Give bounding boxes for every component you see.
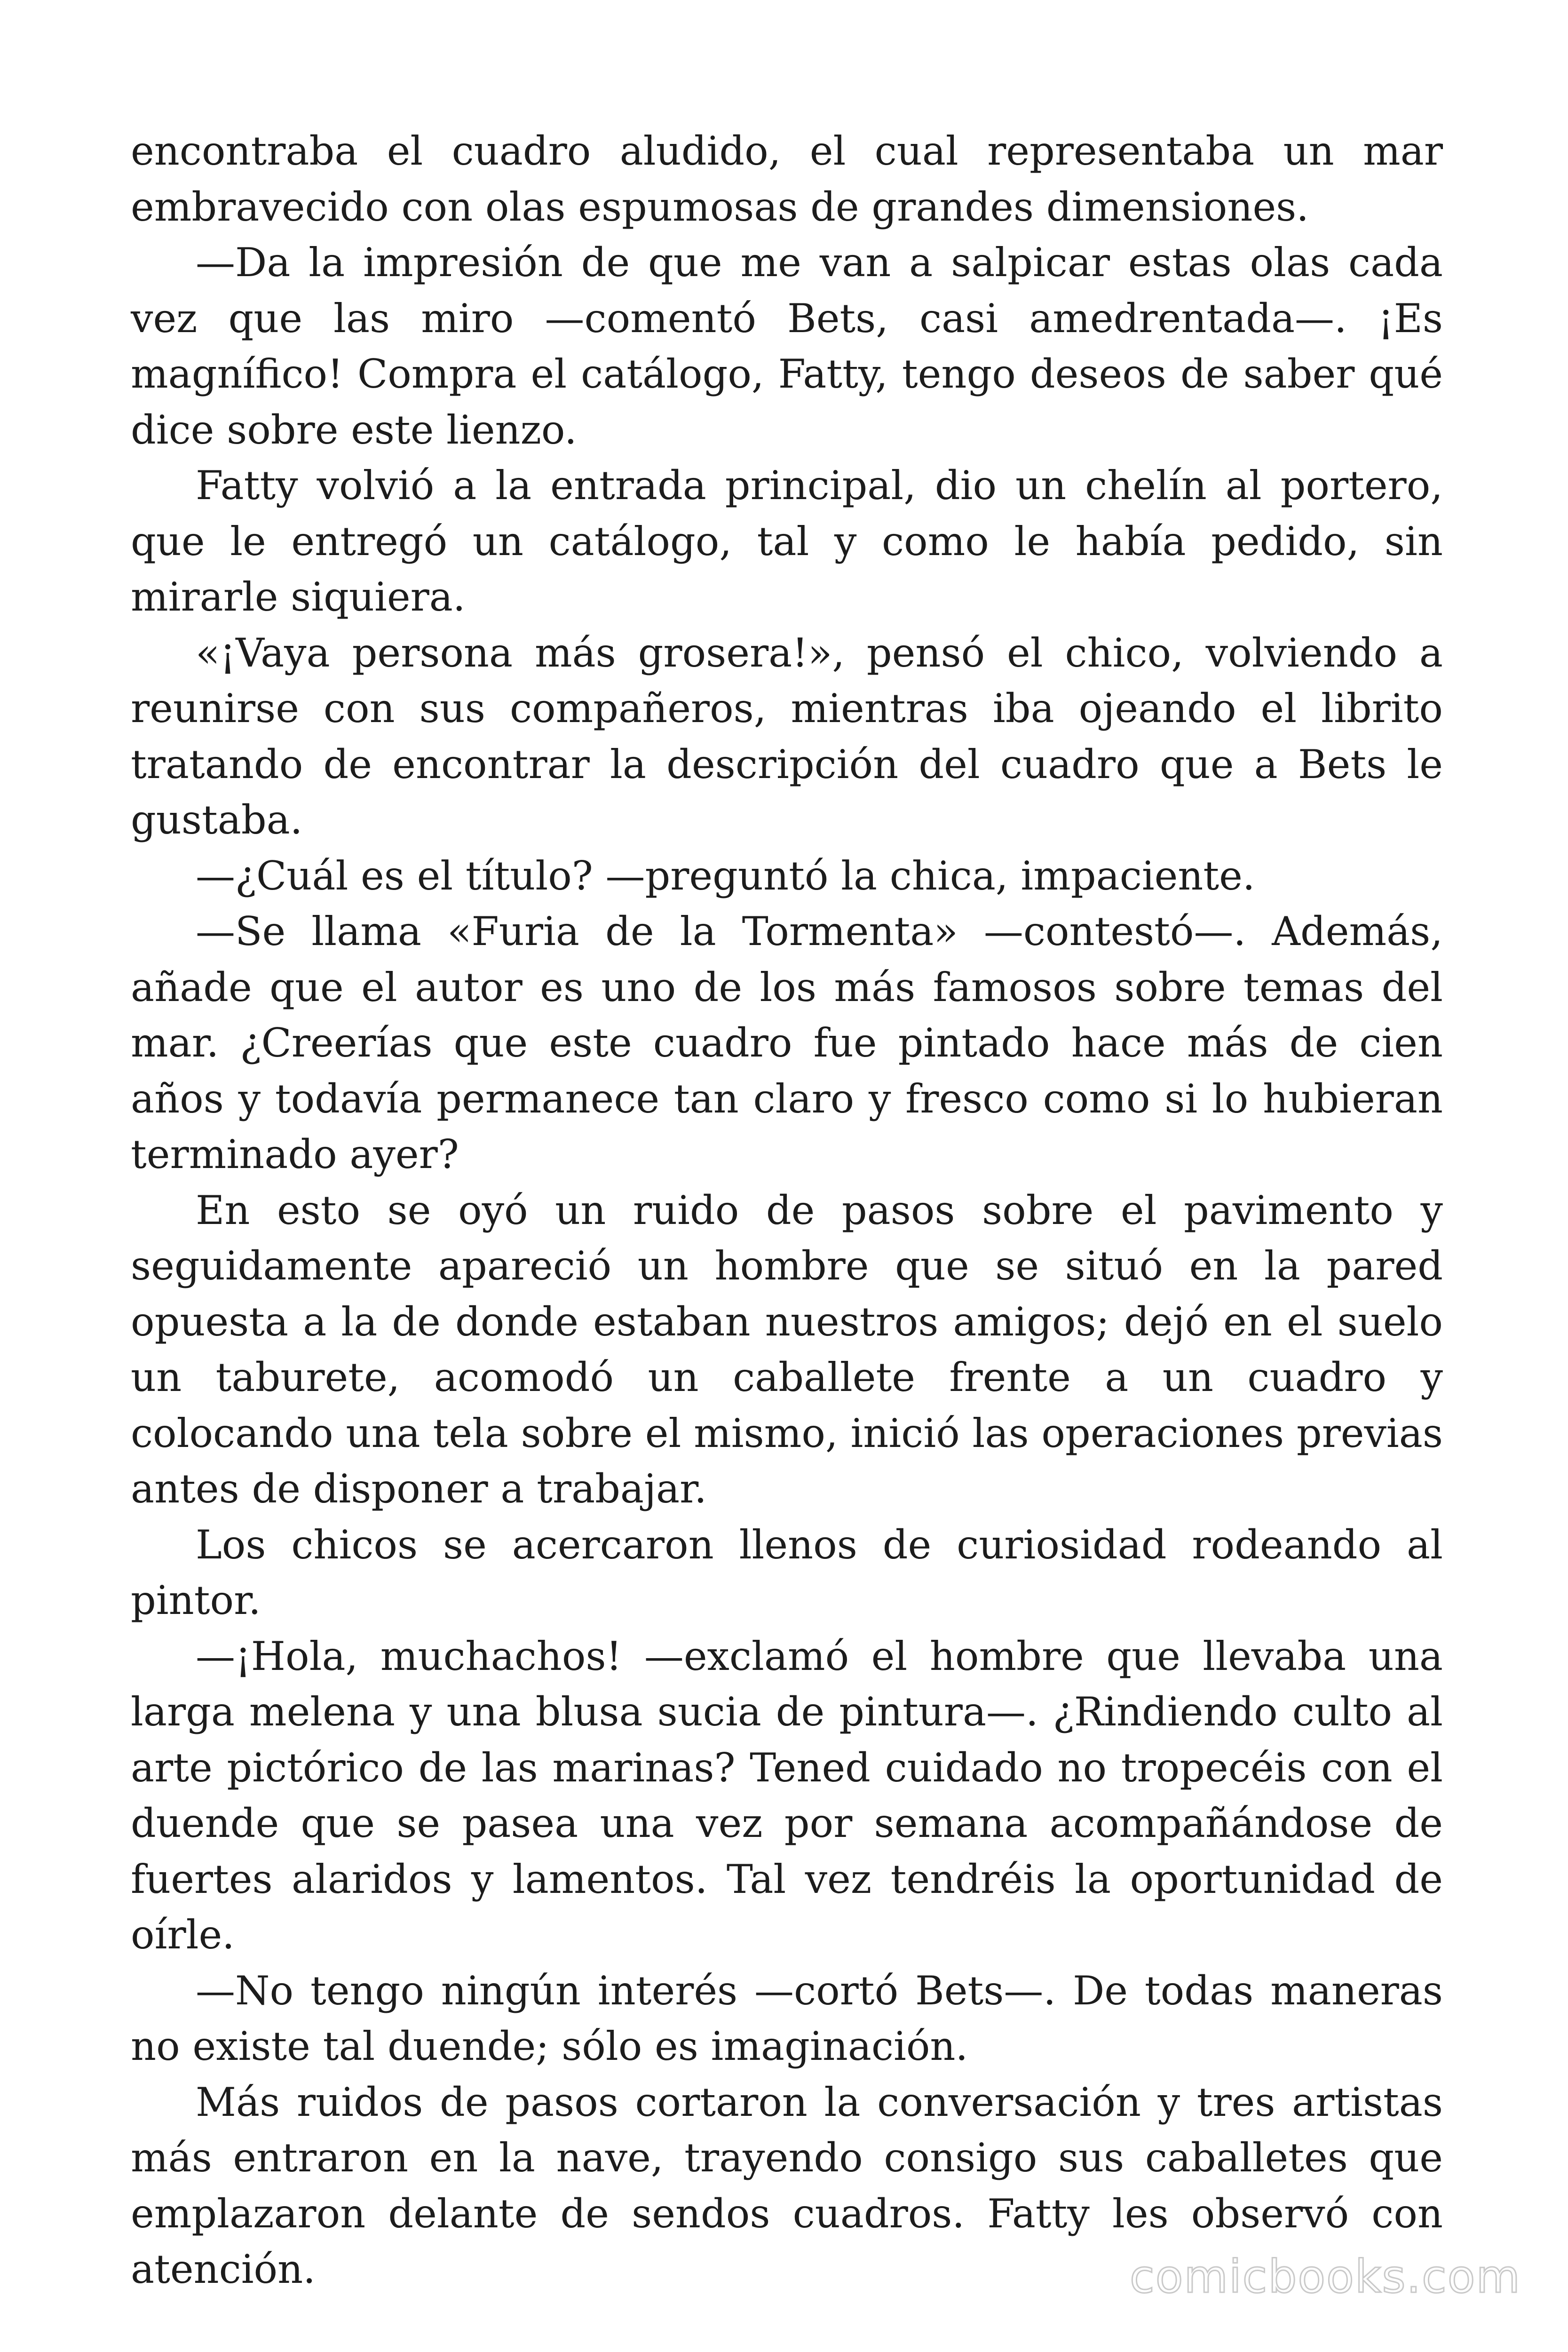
paragraph-2: —Da la impresión de que me van a salpicar estas olas cada vez que las miro —comentó Bets, casi amedrentada—. ¡Es magnífico! Compra el catálogo, Fatty, tengo deseos de saber qué dice sobre este lienzo. (131, 239, 1443, 453)
page-body (131, 123, 1443, 2297)
paragraph-3: Fatty volvió a la entrada principal, dio un chelín al portero, que le entregó un catálogo, tal y como le había pedido, sin mirarle siquiera. (131, 462, 1443, 620)
watermark: comicbooks.com (1129, 2250, 1521, 2303)
paragraph-9: —¡Hola, muchachos! —exclamó el hombre que llevaba una larga melena y una blusa sucia de pintura—. ¿Rindiendo culto al arte pictórico de las marinas? Tened cuidado no tropecéis con el duende que se pasea una vez por semana acompañándose de fuertes alaridos y lamentos. Tal vez tendréis la oportunidad de oírle. (131, 1633, 1443, 1958)
paragraph-8: Los chicos se acercaron llenos de curiosidad rodeando al pintor. (131, 1521, 1443, 1623)
paragraph-6: —Se llama «Furia de la Tormenta» —contestó—. Además, añade que el autor es uno de los más famosos sobre temas del mar. ¿Creerías que este cuadro fue pintado hace más de cien años y todavía permanece tan claro y fresco como si lo hubieran terminado ayer? (131, 908, 1443, 1177)
paragraph-5: —¿Cuál es el título? —preguntó la chica, impaciente. (196, 852, 1255, 899)
paragraph-10: —No tengo ningún interés —cortó Bets—. De todas maneras no existe tal duende; sólo es imaginación. (131, 1967, 1443, 2069)
paragraph-11: Más ruidos de pasos cortaron la conversación y tres artistas más entraron en la nave, trayendo consigo sus caballetes que emplazaron delante de sendos cuadros. Fatty les observó con atención. (131, 2079, 1443, 2292)
paragraph-4: «¡Vaya persona más grosera!», pensó el chico, volviendo a reunirse con sus compañeros, mientras iba ojeando el librito tratando de encontrar la descripción del cuadro que a Bets le gustaba. (131, 629, 1443, 843)
paragraph-7: En esto se oyó un ruido de pasos sobre el pavimento y seguidamente apareció un hombre que se situó en la pared opuesta a la de donde estaban nuestros amigos; dejó en el suelo un taburete, acomodó un caballete frente a un cuadro y colocando una tela sobre el mismo, inició las operaciones previas antes de disponer a trabajar. (131, 1187, 1443, 1512)
paragraph-1: encontraba el cuadro aludido, el cual representaba un mar embravecido con olas espumosas de grandes dimensiones. (131, 128, 1443, 230)
